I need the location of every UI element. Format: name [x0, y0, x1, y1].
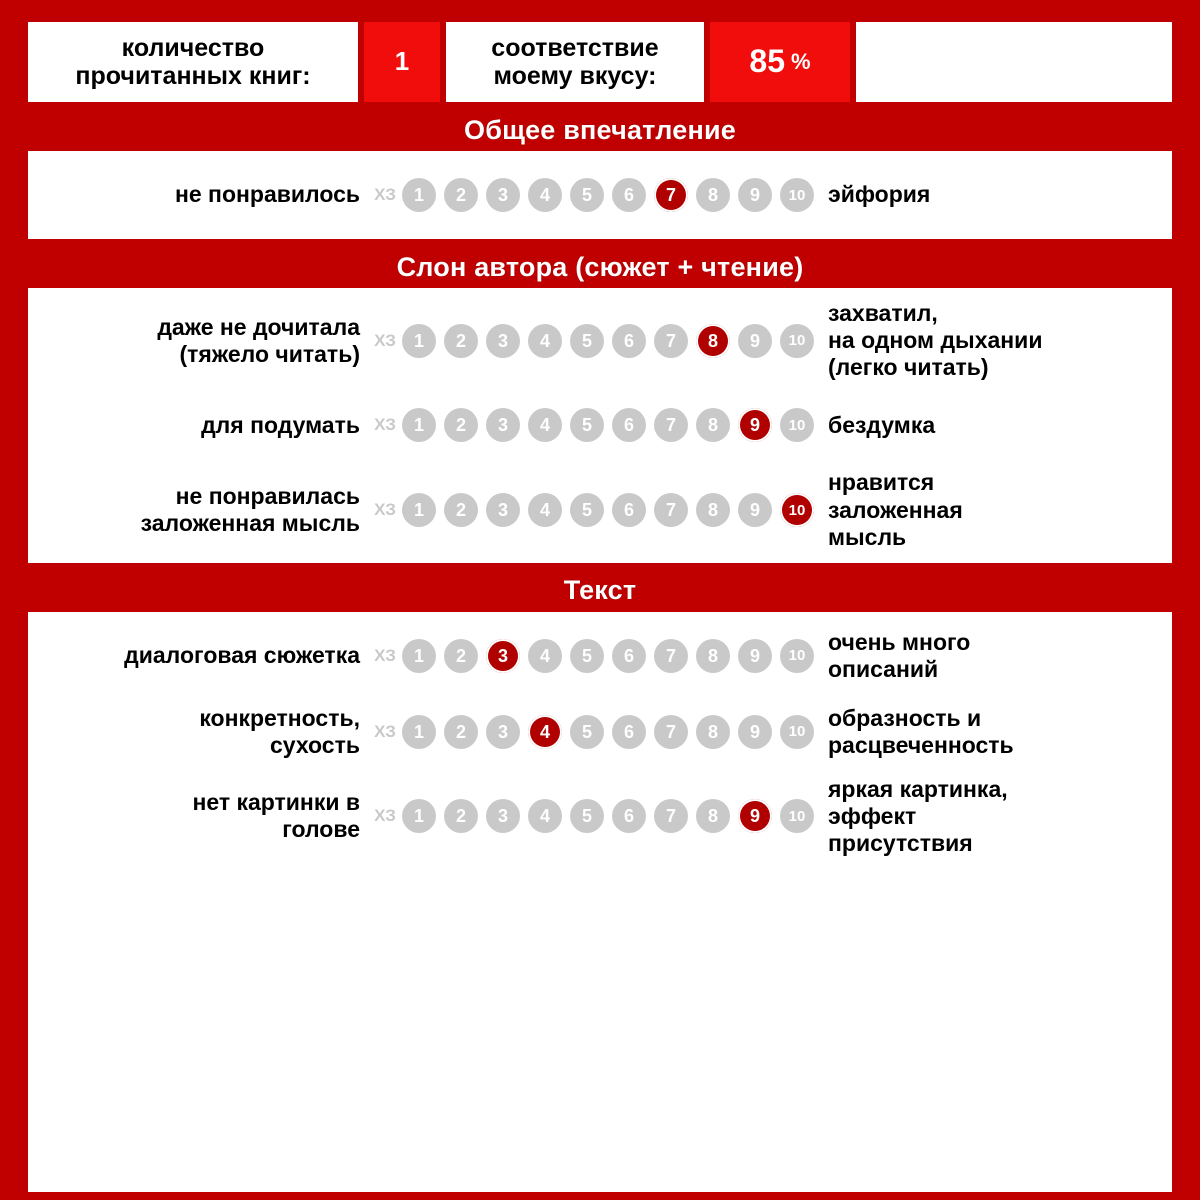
scale-right-label: захватил, на одном дыхании (легко читать) [828, 300, 1043, 381]
scale-dots [402, 715, 814, 749]
scale-dot[interactable]: 3 [486, 715, 520, 749]
scale-dot[interactable]: 4 [528, 324, 562, 358]
section-header: Общее впечатление [28, 109, 1172, 151]
unknown-option[interactable]: ХЗ [374, 721, 396, 741]
scale-dot[interactable]: 9 [738, 715, 772, 749]
scale-dot[interactable]: 6 [612, 493, 646, 527]
taste-match-label-line1: соответствие [491, 34, 659, 62]
scale-dot[interactable]: 10 [780, 178, 814, 212]
scale-dot[interactable]: 9 [738, 493, 772, 527]
scale-dot[interactable]: 9 [738, 324, 772, 358]
scale-dot[interactable]: 7 [654, 639, 688, 673]
scale-dot[interactable]: 8 [696, 178, 730, 212]
panel-filler [28, 869, 1172, 1192]
scale-dot[interactable]: 9 [738, 639, 772, 673]
taste-match-number: 85 [749, 43, 786, 80]
scale-dot[interactable]: 2 [444, 493, 478, 527]
scale-dot-selected[interactable]: 10 [780, 493, 814, 527]
scale-dot[interactable]: 3 [486, 324, 520, 358]
scale-dot[interactable]: 4 [528, 408, 562, 442]
books-read-label [28, 22, 358, 102]
scale-dot[interactable]: 5 [570, 639, 604, 673]
scale-dot-selected[interactable]: 9 [738, 408, 772, 442]
scale-left-label: диалоговая сюжетка [124, 642, 360, 669]
scale-dot[interactable]: 7 [654, 715, 688, 749]
scale-dot[interactable]: 5 [570, 715, 604, 749]
scale-left-label: для подумать [201, 411, 360, 438]
scale-dot[interactable]: 5 [570, 408, 604, 442]
scale-dots [402, 639, 814, 673]
scale-dot[interactable]: 1 [402, 178, 436, 212]
scale-dot[interactable]: 5 [570, 799, 604, 833]
books-read-label-line2: прочитанных книг: [75, 62, 311, 90]
scale-dot[interactable]: 3 [486, 493, 520, 527]
summary-empty-cell [856, 22, 1172, 102]
scale-dots [402, 178, 814, 212]
scale-dot[interactable]: 5 [570, 178, 604, 212]
scale-dots [402, 799, 814, 833]
scale-row [28, 770, 1172, 863]
unknown-option[interactable]: ХЗ [374, 806, 396, 826]
scale-dots [402, 408, 814, 442]
scale-dot[interactable]: 10 [780, 408, 814, 442]
scale-dot[interactable]: 2 [444, 639, 478, 673]
scale-dot-selected[interactable]: 4 [528, 715, 562, 749]
scale-dot[interactable]: 10 [780, 715, 814, 749]
scale-dot[interactable]: 1 [402, 324, 436, 358]
scale-dot[interactable]: 2 [444, 178, 478, 212]
scale-dot[interactable]: 6 [612, 178, 646, 212]
scale-right-label: очень много описаний [828, 628, 971, 682]
scale-dot[interactable]: 1 [402, 493, 436, 527]
scale-dot[interactable]: 2 [444, 715, 478, 749]
scale-right-label: образность и расцвеченность [828, 704, 1014, 758]
scale-left-label: не понравилось [174, 181, 360, 208]
scale-dot[interactable]: 7 [654, 408, 688, 442]
scale-dot[interactable]: 7 [654, 799, 688, 833]
scale-dot[interactable]: 10 [780, 639, 814, 673]
unknown-option[interactable]: ХЗ [374, 500, 396, 520]
scale-left-label: нет картинки в голове [192, 789, 360, 843]
scale-dot[interactable]: 8 [696, 715, 730, 749]
scale-dot[interactable]: 3 [486, 178, 520, 212]
scale-right-label: бездумка [828, 411, 936, 438]
scale-dot[interactable]: 3 [486, 408, 520, 442]
unknown-option[interactable]: ХЗ [374, 330, 396, 350]
scale-dot[interactable]: 1 [402, 639, 436, 673]
spacer [28, 563, 1172, 570]
scale-dot[interactable]: 7 [654, 324, 688, 358]
books-read-label-line1: количество [121, 34, 265, 62]
section-panel [28, 288, 1172, 563]
scale-left-label: конкретность, сухость [199, 704, 360, 758]
spacer [28, 102, 1172, 109]
scale-dot[interactable]: 6 [612, 639, 646, 673]
scale-dot[interactable]: 8 [696, 799, 730, 833]
scale-dot[interactable]: 1 [402, 408, 436, 442]
unknown-option[interactable]: ХЗ [374, 185, 396, 204]
scale-dot[interactable]: 8 [696, 408, 730, 442]
scale-row [28, 618, 1172, 694]
scale-dot[interactable]: 6 [612, 408, 646, 442]
scale-dot-selected[interactable]: 8 [696, 324, 730, 358]
spacer [28, 239, 1172, 246]
scale-dots [402, 493, 814, 527]
scale-dot[interactable]: 4 [528, 639, 562, 673]
scale-dot[interactable]: 7 [654, 493, 688, 527]
scale-left-label: даже не дочитала (тяжело читать) [157, 313, 360, 367]
scale-right-label: яркая картинка, эффект присутствия [828, 775, 1008, 856]
scale-row [28, 157, 1172, 233]
scale-row [28, 387, 1172, 463]
scale-dot[interactable]: 5 [570, 493, 604, 527]
taste-match-label [446, 22, 704, 102]
scale-dot[interactable]: 3 [486, 799, 520, 833]
scale-dot[interactable]: 6 [612, 799, 646, 833]
taste-match-label-line2: моему вкусу: [493, 62, 657, 90]
scale-dot[interactable]: 6 [612, 715, 646, 749]
section-panel [28, 151, 1172, 239]
scale-row [28, 694, 1172, 770]
scale-row [28, 294, 1172, 387]
scale-dot[interactable]: 9 [738, 178, 772, 212]
scale-dot[interactable]: 4 [528, 799, 562, 833]
scale-dot[interactable]: 8 [696, 639, 730, 673]
scale-dot[interactable]: 1 [402, 799, 436, 833]
section-panel [28, 612, 1172, 869]
scale-right-label: нравится заложенная мысль [828, 469, 963, 550]
unknown-option[interactable]: ХЗ [374, 415, 396, 435]
unknown-option[interactable]: ХЗ [374, 645, 396, 665]
scale-dot[interactable]: 6 [612, 324, 646, 358]
scale-dot[interactable]: 2 [444, 324, 478, 358]
scale-dot[interactable]: 5 [570, 324, 604, 358]
summary-row [28, 22, 1172, 102]
percent-sign: % [791, 48, 811, 74]
scale-dot[interactable]: 4 [528, 178, 562, 212]
scale-right-label: эйфория [828, 181, 931, 208]
taste-match-value [710, 22, 850, 102]
scale-dot[interactable]: 2 [444, 408, 478, 442]
scale-dot-selected[interactable]: 9 [738, 799, 772, 833]
scale-dot[interactable]: 1 [402, 715, 436, 749]
scale-dot[interactable]: 8 [696, 493, 730, 527]
books-read-value: 1 [364, 22, 440, 102]
scale-dot[interactable]: 4 [528, 493, 562, 527]
scale-dot[interactable]: 2 [444, 799, 478, 833]
scale-dot-selected[interactable]: 3 [486, 639, 520, 673]
scale-row [28, 463, 1172, 556]
section-header: Слон автора (сюжет + чтение) [28, 246, 1172, 288]
scale-dot[interactable]: 10 [780, 324, 814, 358]
scale-left-label: не понравилась заложенная мысль [140, 482, 360, 537]
sections-container [28, 109, 1172, 1192]
section-header: Текст [28, 570, 1172, 612]
scale-dot[interactable]: 10 [780, 799, 814, 833]
scale-dots [402, 324, 814, 358]
scale-dot-selected[interactable]: 7 [654, 178, 688, 212]
